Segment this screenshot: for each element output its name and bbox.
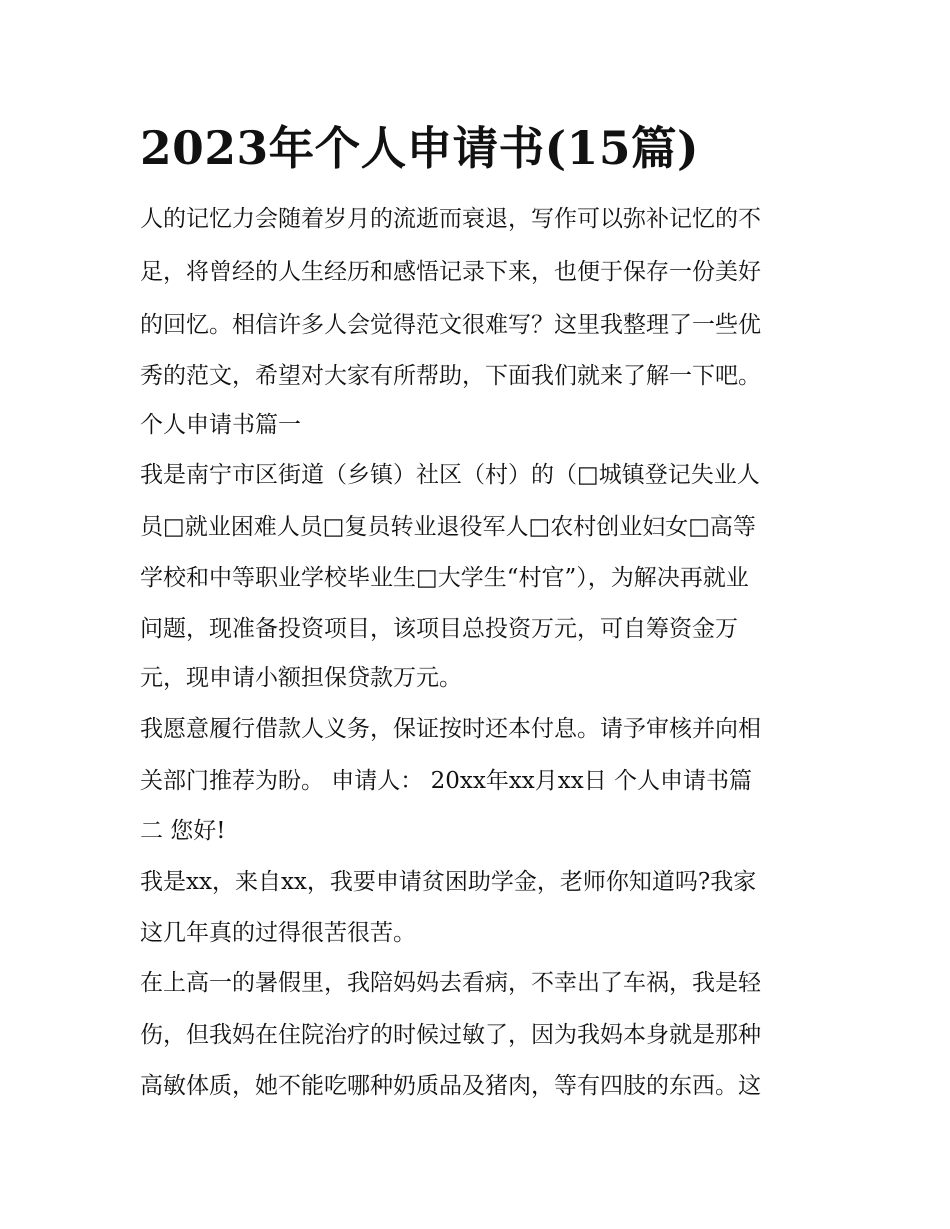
paragraph-line: 人的记忆力会随着岁月的流逝而衰退，写作可以弥补记忆的不 (140, 206, 761, 232)
paragraph-line: 员□就业困难人员□复员转业退役军人□农村创业妇女□高等 (140, 514, 756, 540)
paragraph-line: 学校和中等职业学校毕业生□大学生“村官”），为解决再就业 (140, 565, 749, 591)
paragraph-line: 我是南宁市区街道（乡镇）社区（村）的（□城镇登记失业人 (140, 462, 760, 488)
paragraph-line: 我是xx，来自xx，我要申请贫困助学金，老师你知道吗?我家 (140, 869, 757, 895)
document-title: 2023年个人申请书(15篇) (140, 121, 700, 175)
paragraph-line: 的回忆。相信许多人会觉得范文很难写？这里我整理了一些优 (140, 312, 761, 338)
paragraph-line: 在上高一的暑假里，我陪妈妈去看病，不幸出了车祸，我是轻 (140, 970, 761, 996)
paragraph-line: 关部门推荐为盼。 申请人： 20xx年xx月xx日 个人申请书篇 (140, 768, 753, 794)
paragraph-line: 这几年真的过得很苦很苦。 (140, 920, 416, 946)
paragraph-line: 足，将曾经的人生经历和感悟记录下来，也便于保存一份美好 (140, 259, 761, 285)
paragraph-line: 二 您好! (140, 818, 226, 844)
paragraph-line: 问题，现准备投资项目，该项目总投资万元，可自筹资金万 (140, 616, 738, 642)
section-heading: 个人申请书篇一 (140, 412, 301, 438)
paragraph-line: 伤，但我妈在住院治疗的时候过敏了，因为我妈本身就是那种 (140, 1022, 761, 1048)
paragraph-line: 秀的范文，希望对大家有所帮助，下面我们就来了解一下吧。 (140, 363, 761, 389)
paragraph-line: 元，现申请小额担保贷款万元。 (140, 665, 462, 691)
paragraph-line: 我愿意履行借款人义务，保证按时还本付息。请予审核并向相 (140, 716, 761, 742)
paragraph-line: 高敏体质，她不能吃哪种奶质品及猪肉，等有四肢的东西。这 (140, 1073, 761, 1099)
